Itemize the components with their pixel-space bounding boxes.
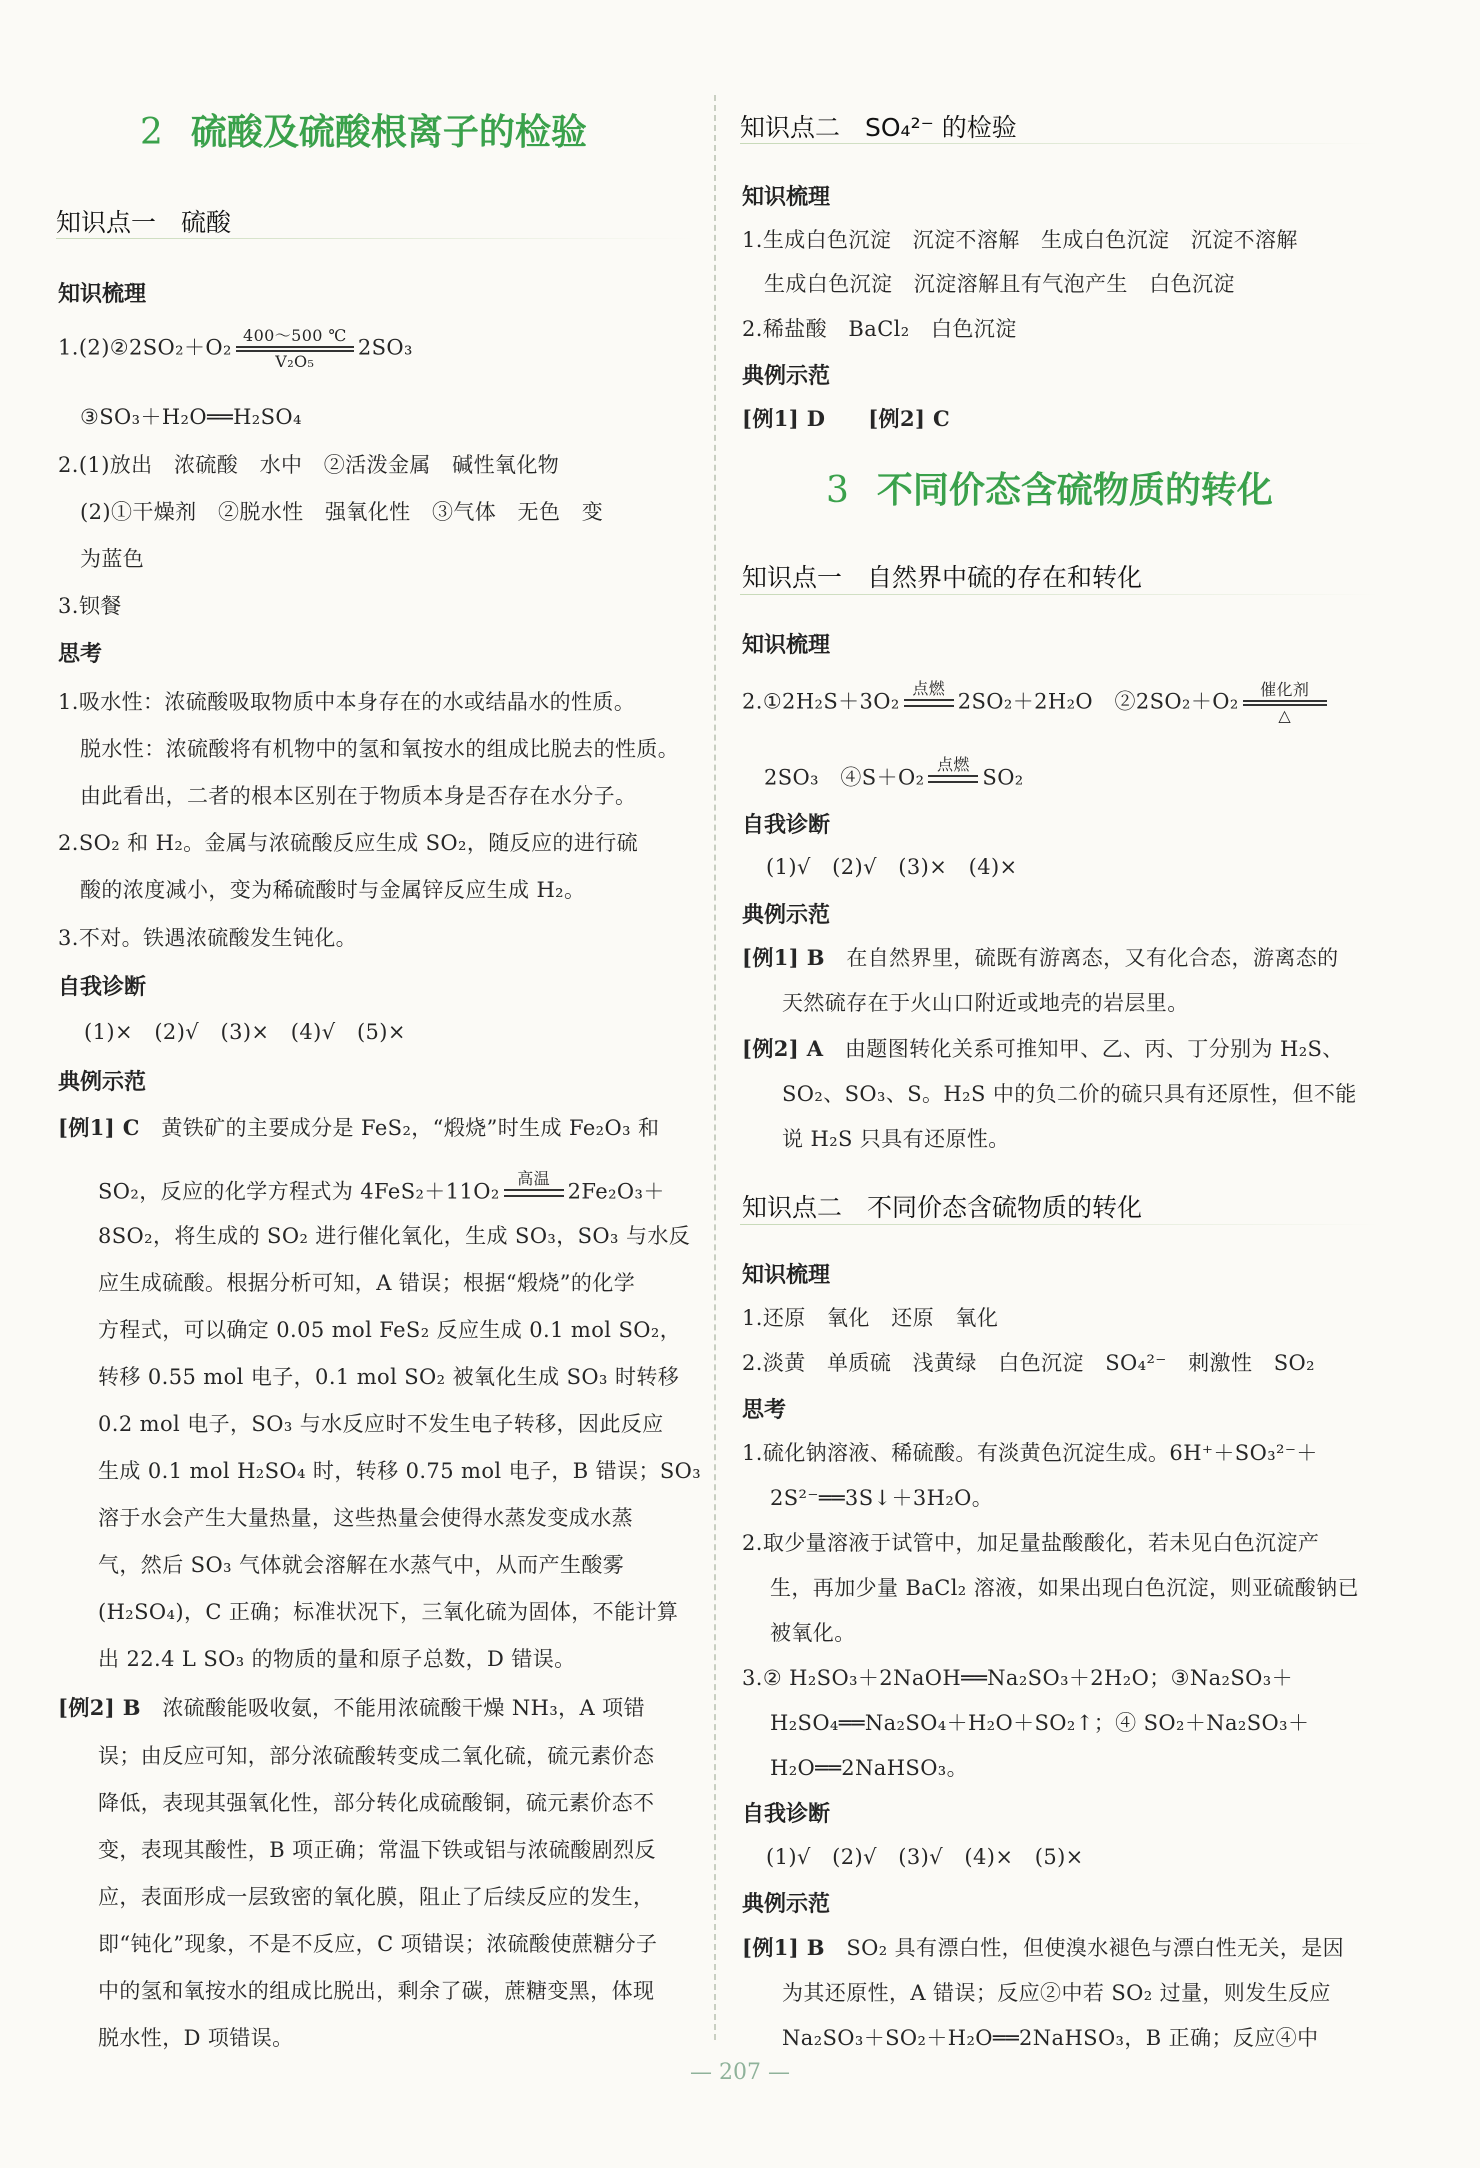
knowledge-point-title: 知识点二 SO₄²⁻ 的检验: [740, 113, 1017, 142]
text-line: Na₂SO₃＋SO₂＋H₂O══2NaHSO₃，B 正确；反应④中: [782, 2026, 1319, 2050]
answers-line: (1)× (2)√ (3)× (4)√ (5)×: [84, 1020, 406, 1044]
example-tag: [例2] A: [742, 1036, 824, 1061]
example-tag: [例1] B: [742, 1935, 825, 1960]
equation-line: SO₂，反应的化学方程式为 4FeS₂＋11O₂ 高温 2Fe₂O₃＋: [98, 1170, 665, 1216]
equation-line: 2.①2H₂S＋3O₂ 点燃 2SO₂＋2H₂O ②2SO₂＋O₂ 催化剂 △: [742, 680, 1331, 726]
example-tag: [例1] B: [742, 945, 825, 970]
text-line: 说 H₂S 只具有还原性。: [782, 1127, 1010, 1151]
reaction-condition: 400～500 ℃ V₂O₅: [236, 327, 354, 371]
knowledge-point-title: 知识点二 不同价态含硫物质的转化: [742, 1193, 1143, 1222]
text-line: 变，表现其酸性，B 项正确；常温下铁或铝与浓硫酸剧烈反: [98, 1838, 656, 1862]
text-line: 降低，表现其强氧化性，部分转化成硫酸铜，硫元素价态不: [98, 1791, 655, 1815]
text-line: 0.2 mol 电子，SO₃ 与水反应时不发生电子转移，因此反应: [98, 1412, 664, 1436]
text-line: 为蓝色: [80, 547, 145, 571]
text-line: 即“钝化”现象，不是不反应，C 项错误；浓硫酸使蔗糖分子: [98, 1932, 658, 1956]
example-line: [例1] B SO₂ 具有漂白性，但使溴水褪色与漂白性无关，是因: [742, 1935, 1345, 1960]
text-line: 脱水性，D 项错误。: [98, 2026, 294, 2050]
subheading: 知识梳理: [58, 282, 147, 307]
subheading: 典例示范: [58, 1070, 147, 1095]
text-line: 1.硫化钠溶液、稀硫酸。有淡黄色沉淀生成。6H⁺＋SO₃²⁻＋: [742, 1441, 1318, 1465]
page-number: — 207 —: [690, 2060, 790, 2085]
text-line: H₂SO₄══Na₂SO₄＋H₂O＋SO₂↑；④ SO₂＋Na₂SO₃＋: [770, 1711, 1310, 1735]
text-line: 2.淡黄 单质硫 浅黄绿 白色沉淀 SO₄²⁻ 刺激性 SO₂: [742, 1351, 1315, 1375]
column-divider: [714, 95, 716, 2040]
heading-rule: [56, 238, 696, 239]
subheading: 思考: [742, 1398, 787, 1423]
text-line: 气，然后 SO₃ 气体就会溶解在水蒸气中，从而产生酸雾: [98, 1553, 625, 1577]
text-line: (H₂SO₄)，C 正确；标准状况下，三氧化硫为固体，不能计算: [98, 1600, 679, 1624]
subheading: 知识梳理: [742, 1263, 831, 1288]
example-line: [例2] B 浓硫酸能吸收氨，不能用浓硫酸干燥 NH₃，A 项错: [58, 1695, 645, 1720]
knowledge-point-title: 知识点一 硫酸: [56, 208, 232, 237]
text-line: 脱水性：浓硫酸将有机物中的氢和氧按水的组成比脱去的性质。: [80, 737, 680, 761]
reaction-condition: 高温: [504, 1170, 564, 1216]
text-line: 生，再加少量 BaCl₂ 溶液，如果出现白色沉淀，则亚硫酸钠已: [770, 1576, 1359, 1600]
text-line: 1.还原 氧化 还原 氧化: [742, 1306, 999, 1330]
text-line: 酸的浓度减小，变为稀硫酸时与金属锌反应生成 H₂。: [80, 878, 586, 902]
text-line: 方程式，可以确定 0.05 mol FeS₂ 反应生成 0.1 mol SO₂，: [98, 1318, 682, 1342]
subheading: 知识梳理: [742, 185, 831, 210]
reaction-condition: 催化剂 △: [1243, 681, 1327, 725]
text-line: 2.(1)放出 浓硫酸 水中 ②活泼金属 碱性氧化物: [58, 453, 560, 477]
text-line: 应，表面形成一层致密的氧化膜，阻止了后续反应的发生，: [98, 1885, 655, 1909]
text-line: 为其还原性，A 错误；反应②中若 SO₂ 过量，则发生反应: [782, 1981, 1331, 2005]
answers-line: (1)√ (2)√ (3)√ (4)× (5)×: [766, 1845, 1084, 1869]
subheading: 知识梳理: [742, 633, 831, 658]
text-line: 生成 0.1 mol H₂SO₄ 时，转移 0.75 mol 电子，B 错误；SO₃: [98, 1459, 702, 1483]
text-line: 2.取少量溶液于试管中，加足量盐酸酸化，若未见白色沉淀产: [742, 1531, 1320, 1555]
text-line: 被氧化。: [770, 1621, 856, 1645]
text-line: 中的氢和氧按水的组成比脱出，剩余了碳，蔗糖变黑，体现: [98, 1979, 655, 2003]
example-line: [例2] A 由题图转化关系可推知甲、乙、丙、丁分别为 H₂S、: [742, 1036, 1344, 1061]
answers-line: [例1] D [例2] C: [742, 406, 951, 431]
heading-rule: [740, 1224, 1380, 1225]
subheading: 思考: [58, 642, 103, 667]
text-line: SO₂、SO₃、S。H₂S 中的负二价的硫只具有还原性，但不能: [782, 1082, 1357, 1106]
subheading: 典例示范: [742, 1892, 831, 1917]
text-line: 生成白色沉淀 沉淀溶解且有气泡产生 白色沉淀: [764, 272, 1235, 296]
text-line: 2.SO₂ 和 H₂。金属与浓硫酸反应生成 SO₂，随反应的进行硫: [58, 831, 639, 855]
reaction-condition: 点燃: [928, 756, 978, 802]
section-number: 2: [140, 112, 163, 153]
text-line: 2S²⁻══3S↓＋3H₂O。: [770, 1486, 994, 1510]
text-line: 误；由反应可知，部分浓硫酸转变成二氧化硫，硫元素价态: [98, 1744, 655, 1768]
text-line: 1.生成白色沉淀 沉淀不溶解 生成白色沉淀 沉淀不溶解: [742, 228, 1298, 252]
text-line: ③SO₃＋H₂O══H₂SO₄: [80, 405, 302, 429]
text-line: 转移 0.55 mol 电子，0.1 mol SO₂ 被氧化生成 SO₃ 时转移: [98, 1365, 680, 1389]
subheading: 自我诊断: [742, 1802, 831, 1827]
heading-rule: [740, 143, 1380, 144]
subheading: 典例示范: [742, 364, 831, 389]
section-number: 3: [826, 470, 849, 511]
text-line: 1.吸水性：浓硫酸吸取物质中本身存在的水或结晶水的性质。: [58, 690, 636, 714]
text-line: 由此看出，二者的根本区别在于物质本身是否存在水分子。: [80, 784, 637, 808]
section-3-title: [826, 462, 1273, 513]
text-line: 3.钡餐: [58, 594, 122, 618]
subheading: 自我诊断: [58, 975, 147, 1000]
text-line: 溶于水会产生大量热量，这些热量会使得水蒸发变成水蒸: [98, 1506, 633, 1530]
knowledge-point-title: 知识点一 自然界中硫的存在和转化: [742, 563, 1143, 592]
text-line: (2)①干燥剂 ②脱水性 强氧化性 ③气体 无色 变: [80, 500, 604, 524]
text-line: 2.稀盐酸 BaCl₂ 白色沉淀: [742, 317, 1017, 341]
example-line: [例1] B 在自然界里，硫既有游离态，又有化合态，游离态的: [742, 945, 1339, 970]
equation-line: 1.(2)②2SO₂＋O₂ 400～500 ℃ V₂O₅ 2SO₃: [58, 326, 413, 371]
text-line: 3.② H₂SO₃＋2NaOH══Na₂SO₃＋2H₂O；③Na₂SO₃＋: [742, 1666, 1293, 1690]
example-tag: [例2] B: [58, 1695, 141, 1720]
reaction-condition: 点燃: [904, 680, 954, 726]
equation-line: 2SO₃ ④S＋O₂ 点燃 SO₂: [764, 756, 1024, 802]
subheading: 典例示范: [742, 903, 831, 928]
section-2-title: [140, 104, 587, 155]
example-tag: [例1] C: [58, 1115, 140, 1140]
subheading: 自我诊断: [742, 813, 831, 838]
text-line: 天然硫存在于火山口附近或地壳的岩层里。: [782, 991, 1189, 1015]
section-title-text: 不同价态含硫物质的转化: [876, 470, 1273, 511]
section-title-text: 硫酸及硫酸根离子的检验: [190, 112, 587, 153]
text-line: 应生成硫酸。根据分析可知，A 错误；根据“煅烧”的化学: [98, 1271, 636, 1295]
text-line: H₂O══2NaHSO₃。: [770, 1756, 969, 1780]
heading-rule: [740, 594, 1380, 595]
example-line: [例1] C 黄铁矿的主要成分是 FeS₂，“煅烧”时生成 Fe₂O₃ 和: [58, 1115, 660, 1140]
text-line: 8SO₂，将生成的 SO₂ 进行催化氧化，生成 SO₃，SO₃ 与水反: [98, 1224, 691, 1248]
answers-line: (1)√ (2)√ (3)× (4)×: [766, 855, 1018, 879]
text-line: 出 22.4 L SO₃ 的物质的量和原子总数，D 错误。: [98, 1647, 576, 1671]
text-line: 3.不对。铁遇浓硫酸发生钝化。: [58, 926, 358, 950]
